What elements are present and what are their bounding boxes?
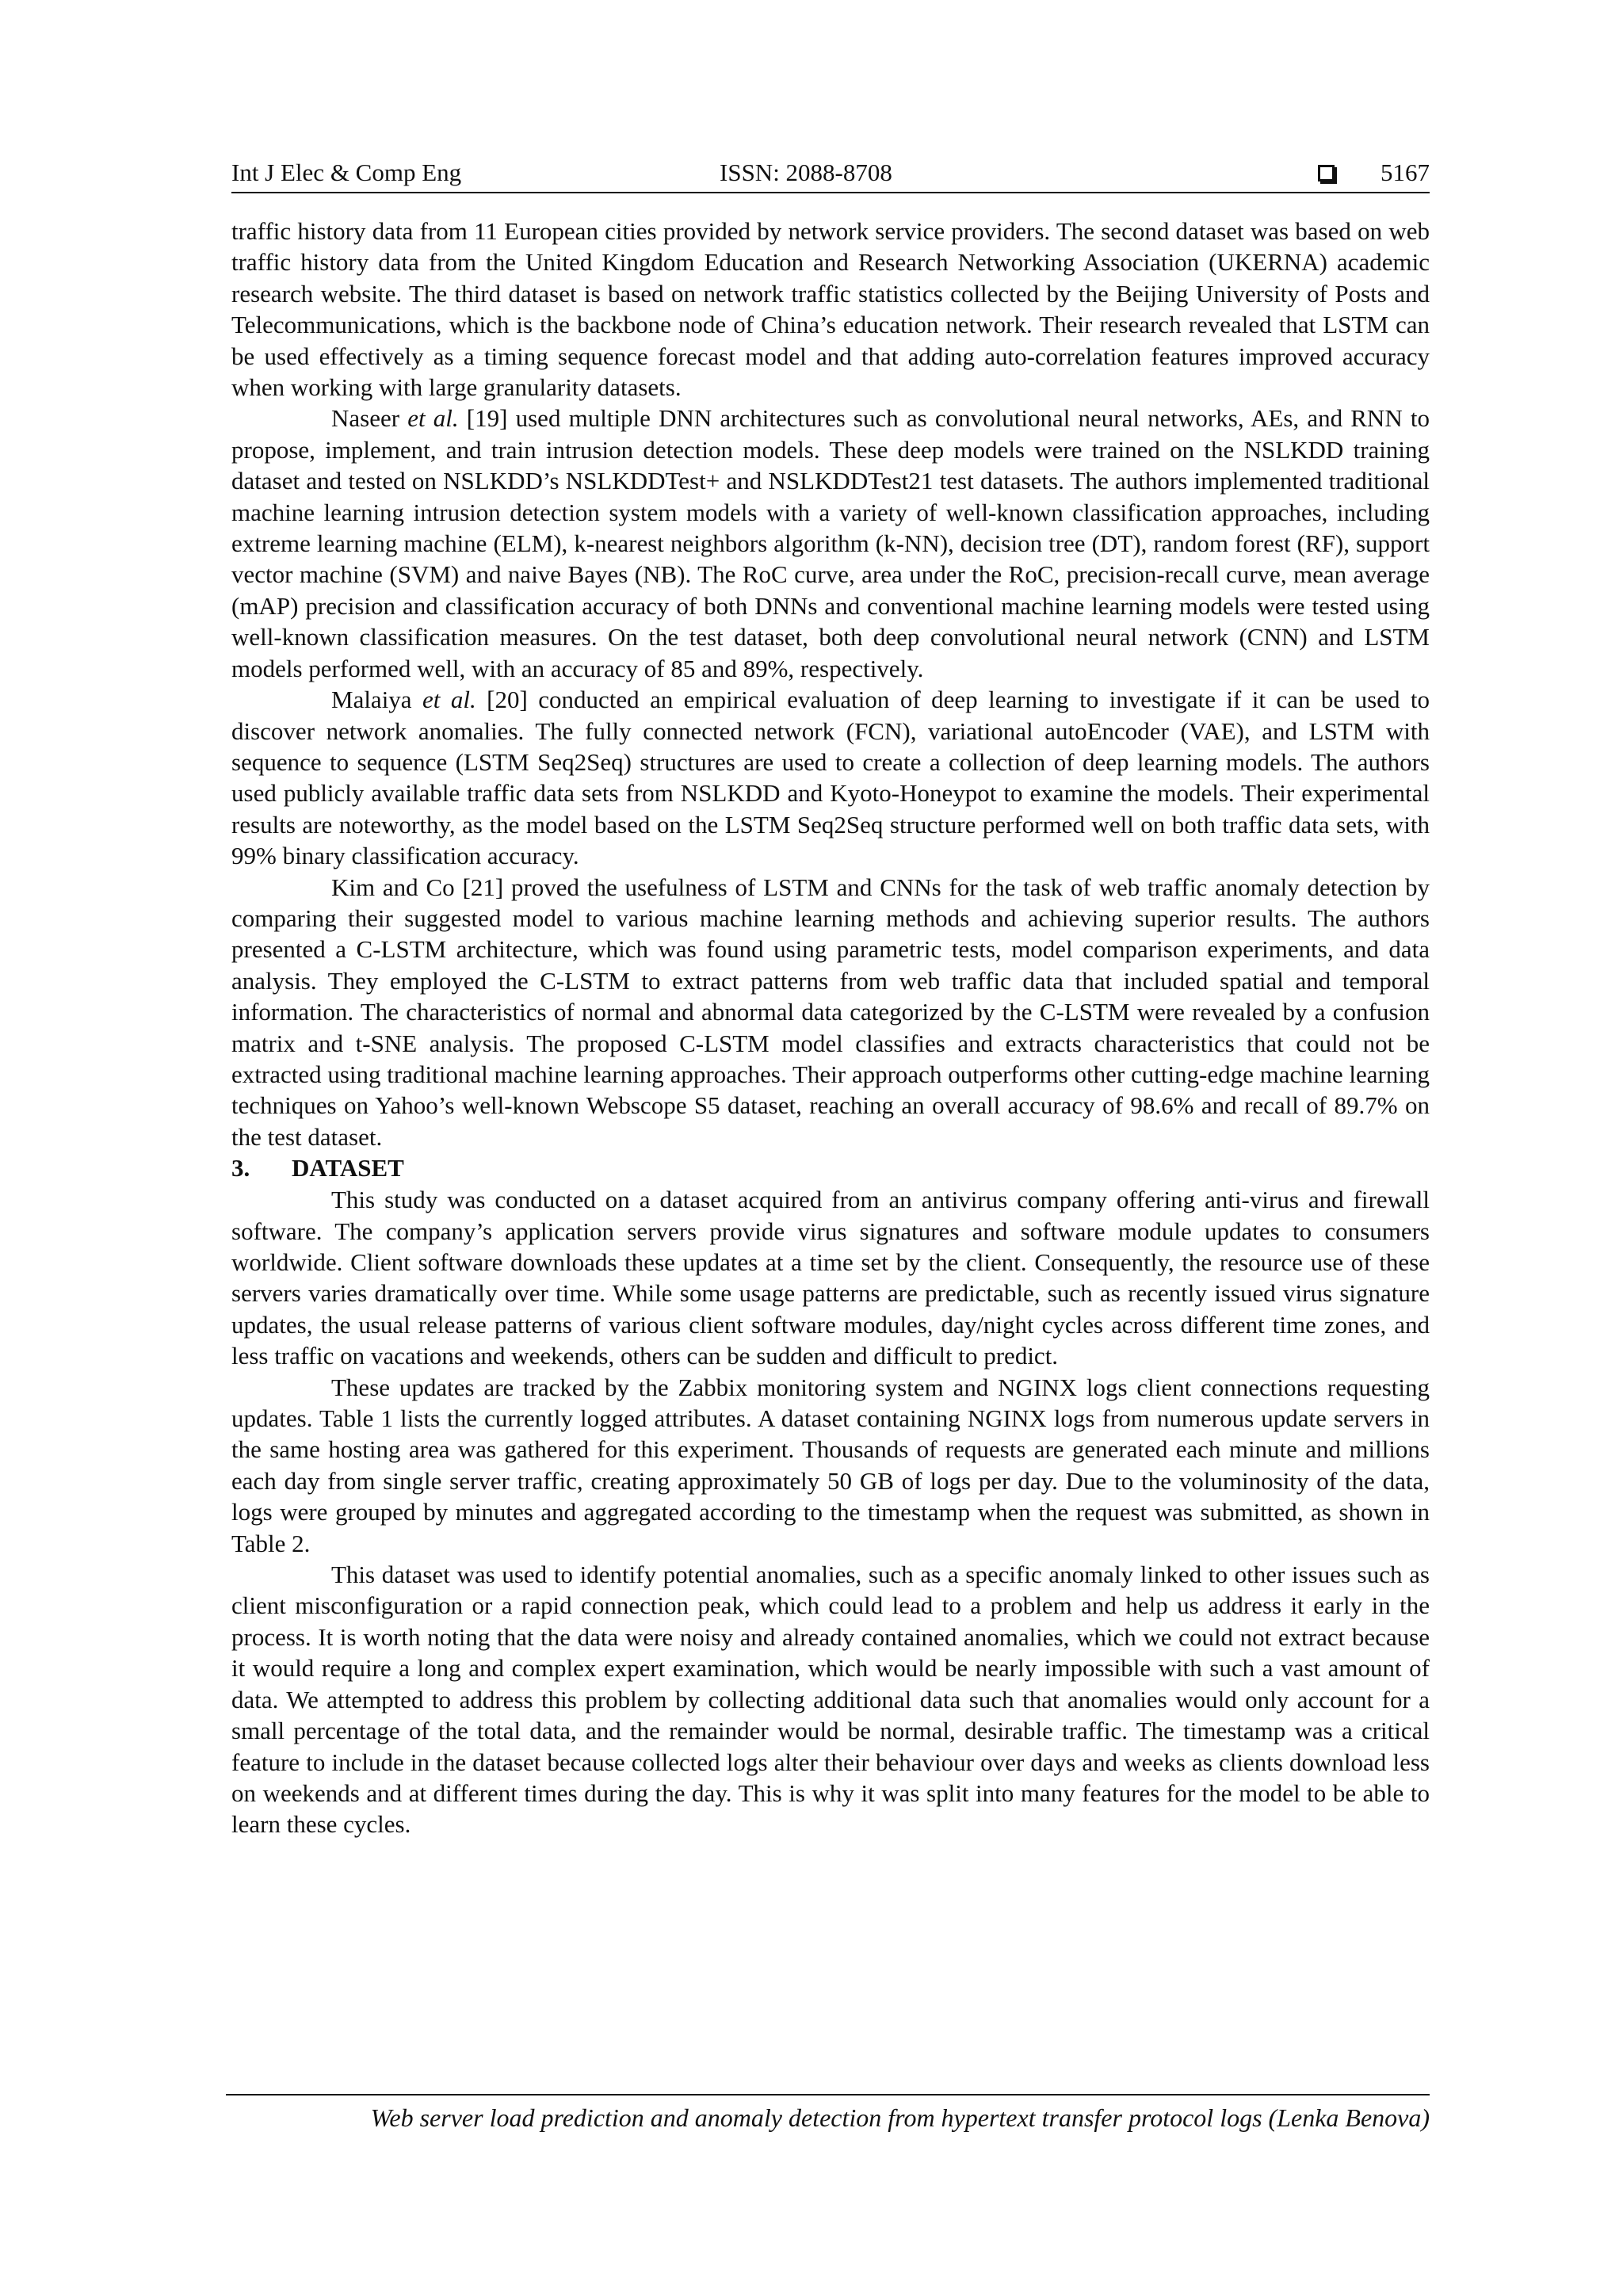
paragraph-1: traffic history data from 11 European cities provided by network service providers. The second dataset was based on web traffic history data from the United Kingdom Education and Research Networking Association (UKERNA) academic research website. The third dataset is based on network traffic statistics collected by the Beijing University of Posts and Telecommunications, which is the backbone node of China’s education network. Their research revealed that LSTM can be used effectively as a timing sequence forecast model and that adding auto-correlation features improved accuracy when working with large granularity datasets. (231, 217, 1430, 402)
header-rule (231, 192, 1430, 193)
paragraph-2 (231, 403, 1430, 684)
section-title: DATASET (292, 1154, 404, 1182)
paragraph-2-text: [19] used multiple DNN architectures such as convolutional neural networks, AEs, and RNN to propose, implement, and train intrusion detection models. These deep models were trained on the NSLKDD training dataset and tested on NSLKDD’s NSLKDDTest+ and NSLKDDTest21 test datasets. The authors implemented traditional machine learning intrusion detection system models with a variety of well-known classification approaches, including extreme learning machine (ELM), k-nearest neighbors algorithm (k-NN), decision tree (DT), random forest (RF), support vector machine (SVM) and naive Bayes (NB). The RoC curve, area under the RoC, precision-recall curve, mean average (mAP) precision and classification accuracy of both DNNs and conventional machine learning models were tested using well-known classification measures. On the test dataset, both deep convolutional neural network (CNN) and LSTM models performed well, with an accuracy of 85 and 89%, respectively. (231, 404, 1430, 682)
paragraph-3-text: [20] conducted an empirical evaluation of deep learning to investigate if it can be used to discover network anomalies. The fully connected network (FCN), variational autoEncoder (VAE), and LSTM with sequence to sequence (LSTM Seq2Seq) structures are used to create a collection of deep learning models. The authors used publicly available traffic data sets from NSLKDD and Kyoto-Honeypot to examine the models. Their experimental results are noteworthy, as the model based on the LSTM Seq2Seq structure performed well on both traffic data sets, with 99% binary classification accuracy. (231, 686, 1430, 870)
page-number: 5167 (1381, 159, 1430, 186)
square-bullet-icon (1318, 165, 1335, 181)
author-malaiya: Malaiya (331, 686, 412, 714)
et-al: et al. (407, 404, 459, 433)
author-naseer: Naseer (331, 404, 400, 433)
journal-name: Int J Elec & Comp Eng (231, 159, 462, 186)
running-footer: Web server load prediction and anomaly detection from hypertext transfer protocol logs (Lenka Benova) (370, 2103, 1430, 2132)
et-al: et al. (422, 686, 476, 714)
running-header (231, 155, 1430, 190)
issn: ISSN: 2088-8708 (720, 159, 892, 186)
paragraph-7: This dataset was used to identify potential anomalies, such as a specific anomaly linked to other issues such as client misconfiguration or a rapid connection peak, which could lead to a problem and help us address it early in the process. It is worth noting that the data were noisy and already contained anomalies, which we could not extract because it would require a long and complex expert examination, which would be nearly impossible with such a vast amount of data. We attempted to address this problem by collecting additional data such that anomalies would only account for a small percentage of the total data, and the remainder would be normal, desirable traffic. The timestamp was a critical feature to include in the dataset because collected logs alter their behaviour over days and weeks as clients download less on weekends and at different times during the day. This is why it was split into many features for the model to be able to learn these cycles. (231, 1561, 1430, 1839)
paragraph-4: Kim and Co [21] proved the usefulness of LSTM and CNNs for the task of web traffic anomaly detection by comparing their suggested model to various machine learning methods and achieving superior results. The authors presented a C-LSTM architecture, which was found using parametric tests, model comparison experiments, and data analysis. They employed the C-LSTM to extract patterns from web traffic data that included spatial and temporal information. The characteristics of normal and abnormal data categorized by the C-LSTM were revealed by a confusion matrix and t-SNE analysis. The proposed C-LSTM model classifies and extracts characteristics that could not be extracted using traditional machine learning approaches. Their approach outperforms other cutting-edge machine learning techniques on Yahoo’s well-known Webscope S5 dataset, reaching an overall accuracy of 98.6% and recall of 89.7% on the test dataset. (231, 873, 1430, 1151)
footer-rule (226, 2094, 1430, 2095)
section-heading (231, 1152, 1430, 1184)
section-number: 3. (231, 1154, 250, 1182)
paragraph-6: These updates are tracked by the Zabbix monitoring system and NGINX logs client connections requesting updates. Table 1 lists the currently logged attributes. A dataset containing NGINX logs from numerous update servers in the same hosting area was gathered for this experiment. Thousands of requests are generated each minute and millions each day from single server traffic, creating approximately 50 GB of logs per day. Due to the voluminosity of the data, logs were grouped by minutes and aggregated according to the timestamp when the request was submitted, as shown in Table 2. (231, 1373, 1430, 1557)
page-number-group (1318, 155, 1430, 190)
paragraph-5: This study was conducted on a dataset acquired from an antivirus company offering anti-virus and firewall software. The company’s application servers provide virus signatures and software module updates to consumers worldwide. Client software downloads these updates at a time set by the client. Consequently, the resource use of these servers varies dramatically over time. While some usage patterns are predictable, such as recently issued virus signature updates, the usual release patterns of various client software modules, day/night cycles across different time zones, and less traffic on vacations and weekends, others can be sudden and difficult to predict. (231, 1186, 1430, 1370)
paragraph-3 (231, 684, 1430, 871)
body-text (231, 216, 1430, 1840)
